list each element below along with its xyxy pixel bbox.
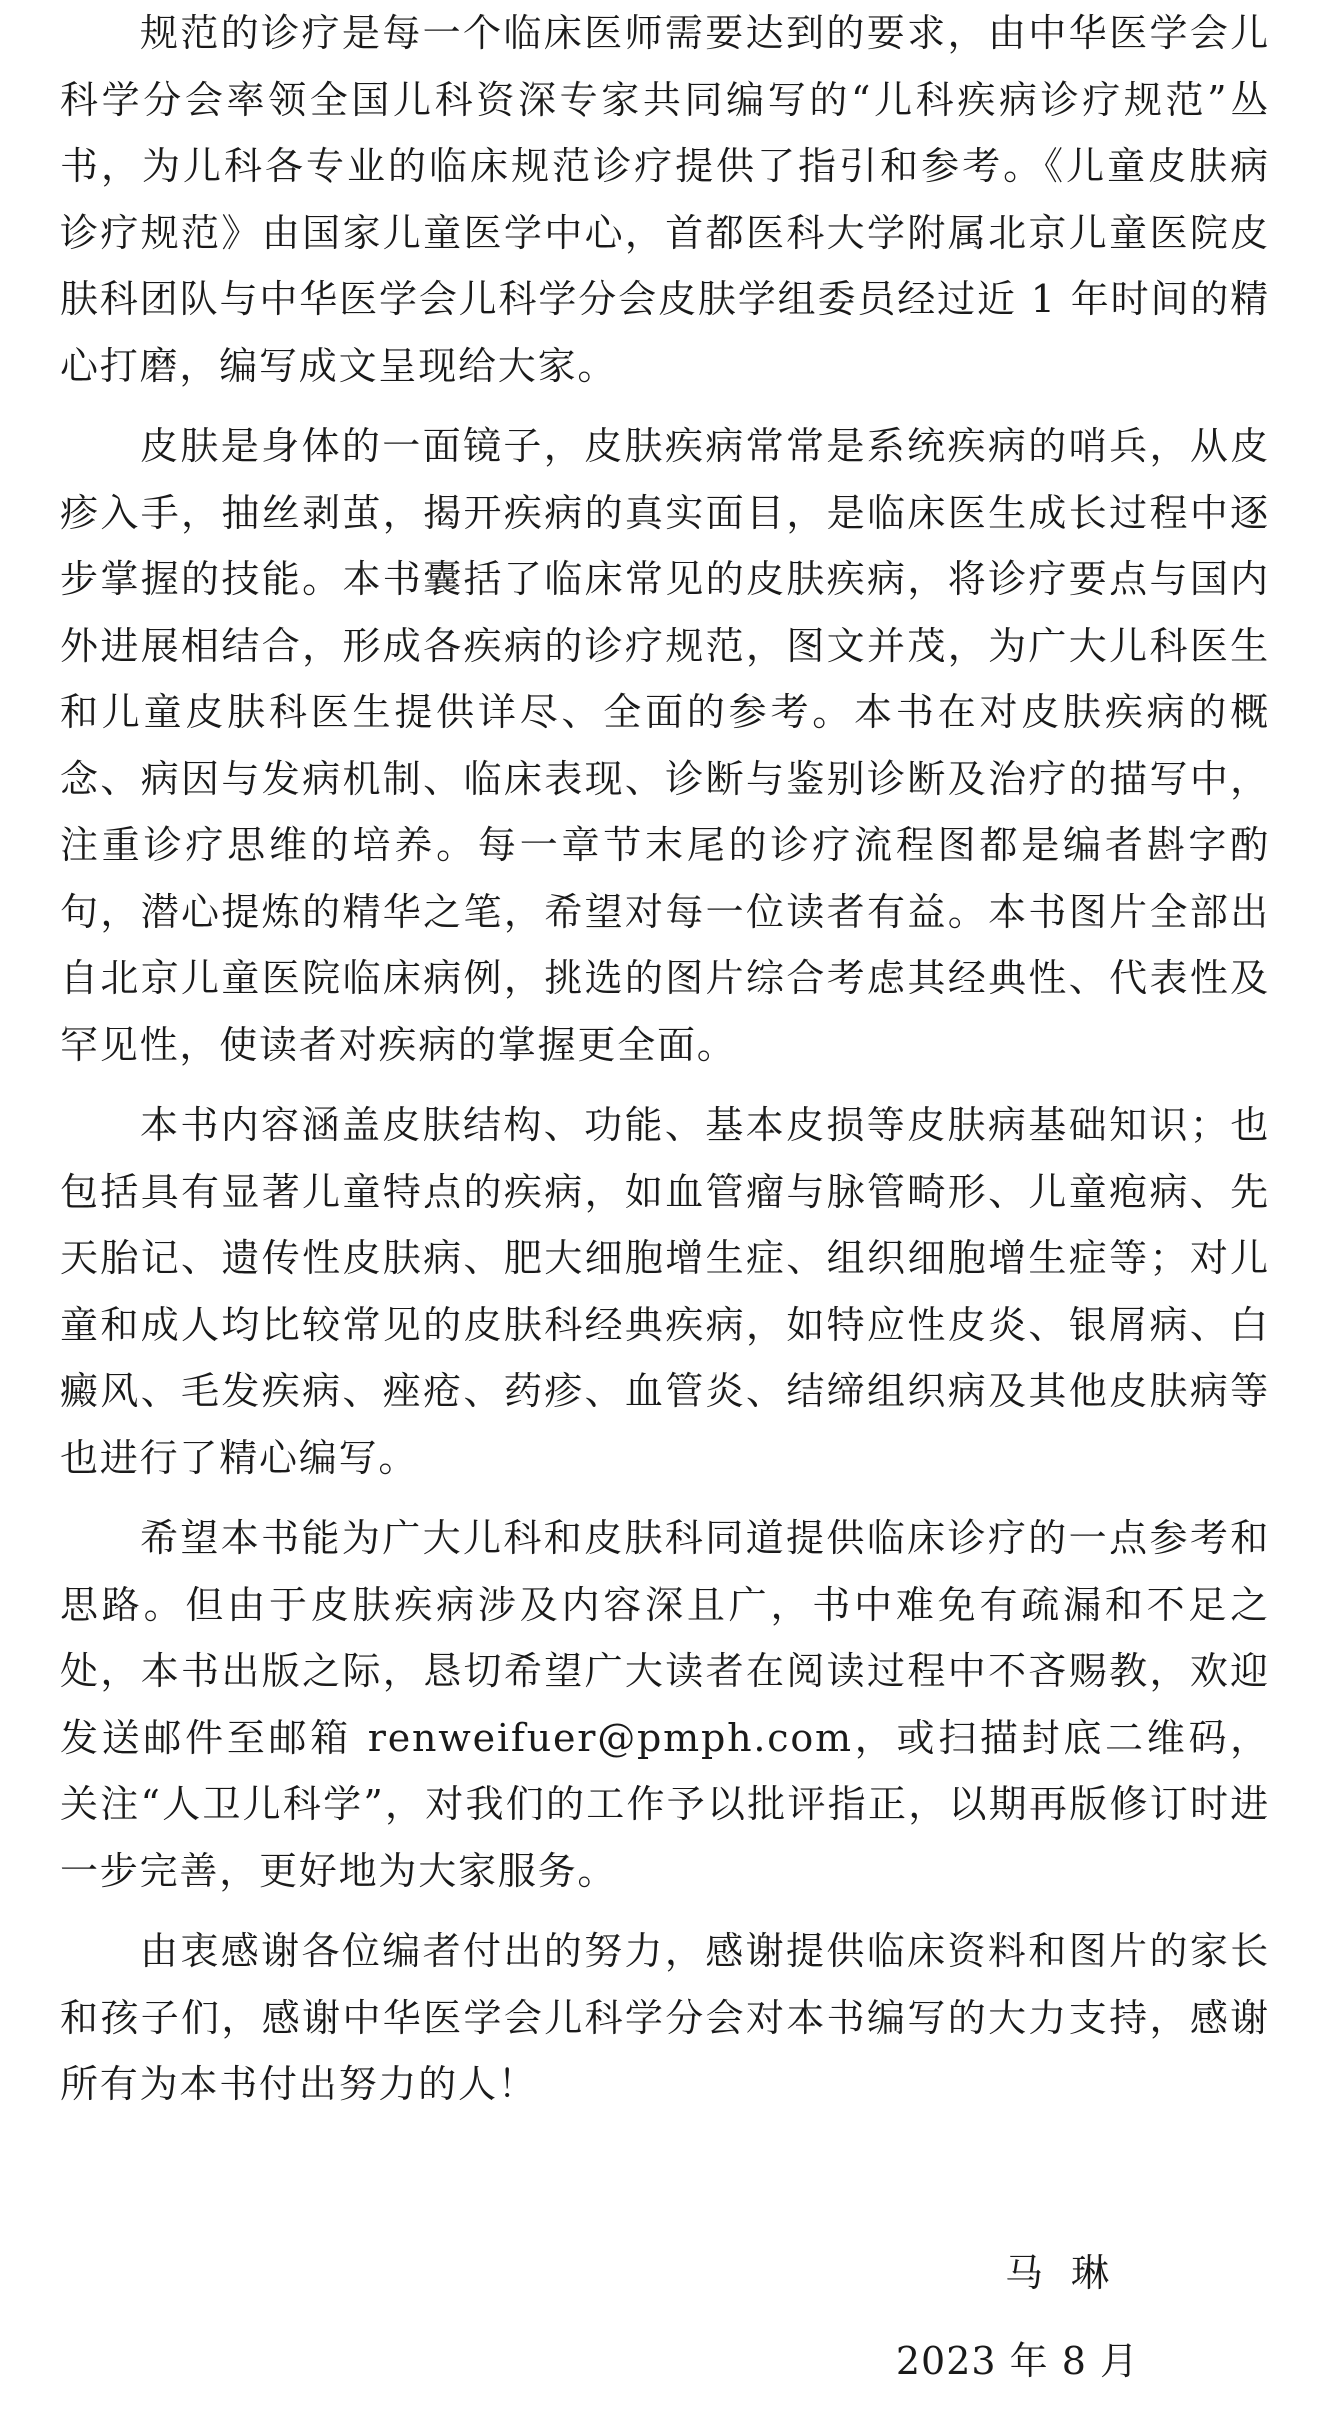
paragraph-5: 由衷感谢各位编者付出的努力，感谢提供临床资料和图片的家长和孩子们，感谢中华医学会儿科学分会对本书编写的大力支持，感谢所有为本书付出努力的人！ — [60, 1929, 1270, 2106]
paragraph-4: 希望本书能为广大儿科和皮肤科同道提供临床诊疗的一点参考和思路。但由于皮肤疾病涉及内容深且广，书中难免有疏漏和不足之处，本书出版之际，恳切希望广大读者在阅读过程中不吝赐教，欢迎发送邮件至邮箱 renweifuer@pmph.com，或扫描封底二维码，关注“人卫儿科学”，对我们的工作予以批评指正，以期再版修订时进一步完善，更好地为大家服务。 — [60, 1516, 1270, 1893]
author-signature: 马琳 — [1004, 2251, 1137, 2295]
preface-body — [60, 0, 1270, 2132]
paragraph-3: 本书内容涵盖皮肤结构、功能、基本皮损等皮肤病基础知识；也包括具有显著儿童特点的疾病，如血管瘤与脉管畸形、儿童疱病、先天胎记、遗传性皮肤病、肥大细胞增生症、组织细胞增生症等；对儿童和成人均比较常见的皮肤科经典疾病，如特应性皮炎、银屑病、白癜风、毛发疾病、痤疮、药疹、血管炎、结缔组织病及其他皮肤病等也进行了精心编写。 — [60, 1103, 1270, 1480]
paragraph-1: 规范的诊疗是每一个临床医师需要达到的要求，由中华医学会儿科学分会率领全国儿科资深专家共同编写的“儿科疾病诊疗规范”丛书，为儿科各专业的临床规范诊疗提供了指引和参考。《儿童皮肤病诊疗规范》由国家儿童医学中心，首都医科大学附属北京儿童医院皮肤科团队与中华医学会儿科学分会皮肤学组委员经过近 1 年时间的精心打磨，编写成文呈现给大家。 — [60, 11, 1270, 388]
signature-date: 2023 年 8 月 — [895, 2339, 1139, 2383]
paragraph-2: 皮肤是身体的一面镜子，皮肤疾病常常是系统疾病的哨兵，从皮疹入手，抽丝剥茧，揭开疾病的真实面目，是临床医生成长过程中逐步掌握的技能。本书囊括了临床常见的皮肤疾病，将诊疗要点与国内外进展相结合，形成各疾病的诊疗规范，图文并茂，为广大儿科医生和儿童皮肤科医生提供详尽、全面的参考。本书在对皮肤疾病的概念、病因与发病机制、临床表现、诊断与鉴别诊断及治疗的描写中，注重诊疗思维的培养。每一章节末尾的诊疗流程图都是编者斟字酌句，潜心提炼的精华之笔，希望对每一位读者有益。本书图片全部出自北京儿童医院临床病例，挑选的图片综合考虑其经典性、代表性及罕见性，使读者对疾病的掌握更全面。 — [60, 424, 1270, 1067]
